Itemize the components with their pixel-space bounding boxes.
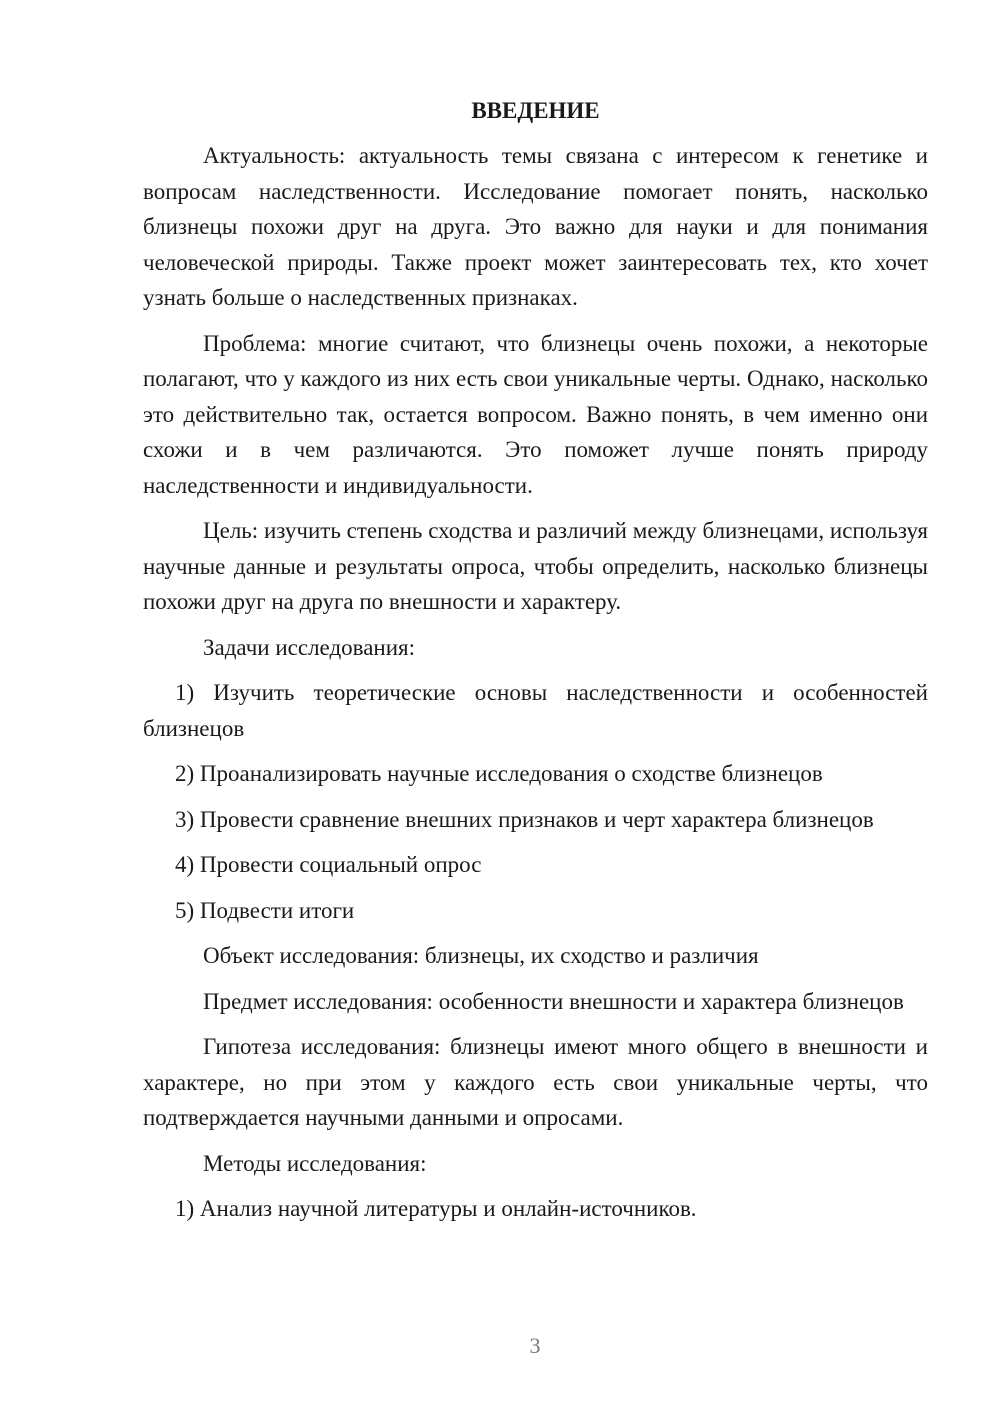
task-item: 5) Подвести итоги	[175, 897, 355, 923]
task-item: 3) Провести сравнение внешних признаков и черт характера близнецов	[175, 806, 874, 832]
hypothesis-paragraph: Гипотеза исследования: близнецы имеют много общего в внешности и характере, но при этом у каждого есть свои уникальные черты, что подтверждается научными данными и опросами.	[143, 1034, 928, 1130]
task-item: 2) Проанализировать научные исследования о сходстве близнецов	[175, 761, 823, 786]
relevance-paragraph: Актуальность: актуальность темы связана с интересом к генетике и вопросам наследственности. Исследование помогает понять, насколько близнецы похожи друг на друга. Это важно для науки и для понимания человеческой природы. Также проект может заинтересовать тех, кто хочет узнать больше о наследственных признаках.	[143, 143, 928, 310]
document-page	[143, 92, 928, 1237]
problem-paragraph: Проблема: многие считают, что близнецы очень похожи, а некоторые полагают, что у каждого из них есть свои уникальные черты. Однако, насколько это действительно так, остается вопросом. Важно понять, в чем именно они схожи и в чем различаются. Это поможет лучше понять природу наследственности и индивидуальности.	[143, 330, 928, 498]
tasks-heading: Задачи исследования:	[203, 634, 416, 660]
method-item: 1) Анализ научной литературы и онлайн-источников.	[175, 1196, 697, 1221]
task-item: 4) Провести социальный опрос	[175, 852, 482, 877]
goal-paragraph: Цель: изучить степень сходства и различий между близнецами, используя научные данные и результаты опроса, чтобы определить, насколько близнецы похожи друг на друга по внешности и характеру.	[143, 518, 928, 614]
methods-heading: Методы исследования:	[203, 1150, 427, 1176]
task-item: 1) Изучить теоретические основы наследственности и особенностей близнецов	[143, 680, 928, 741]
section-title: ВВЕДЕНИЕ	[471, 98, 600, 123]
subject-paragraph: Предмет исследования: особенности внешности и характера близнецов	[203, 988, 904, 1014]
page-number: 3	[529, 1333, 541, 1358]
object-paragraph: Объект исследования: близнецы, их сходство и различия	[203, 943, 759, 968]
